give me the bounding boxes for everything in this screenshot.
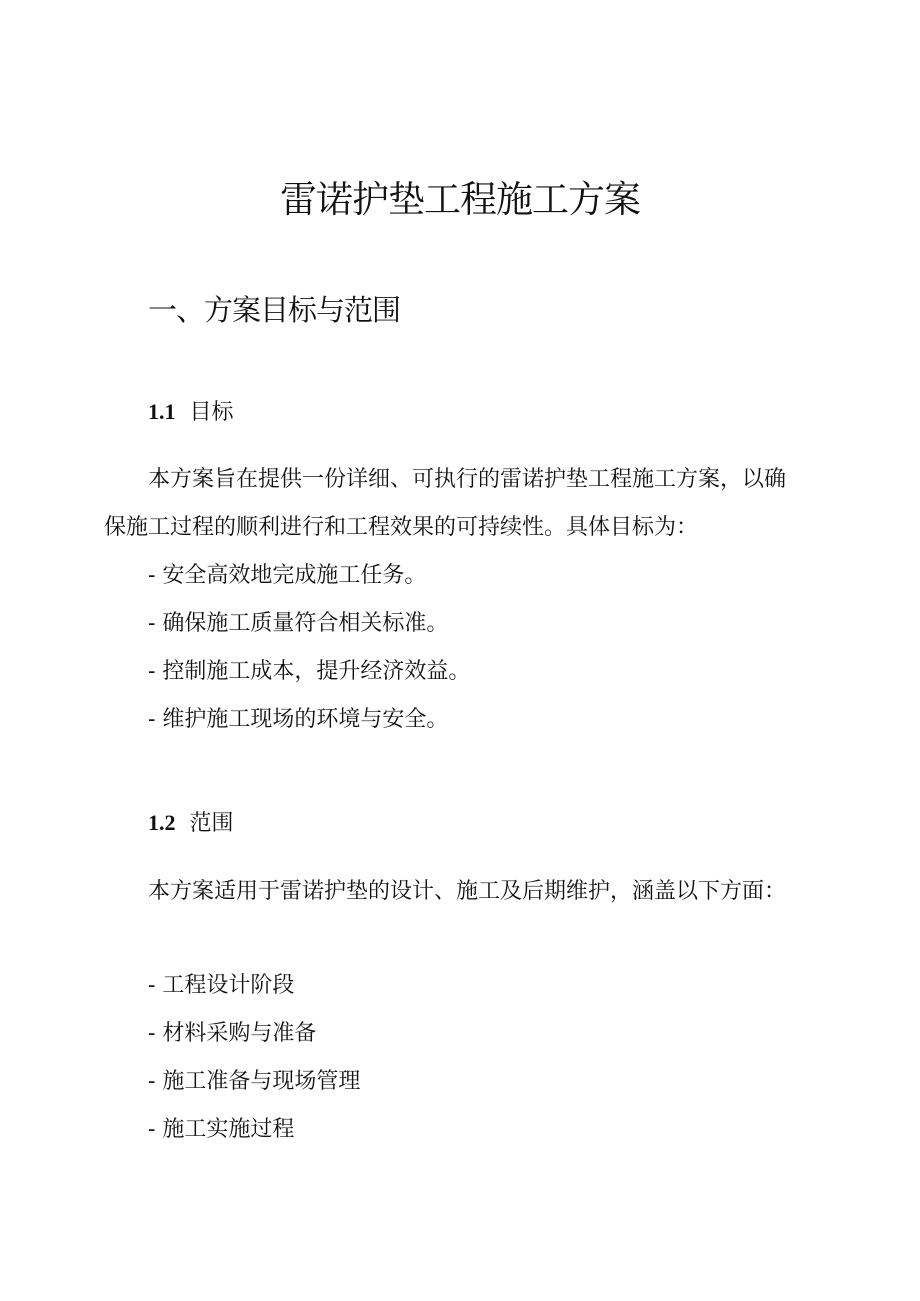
subsection-number: 1.1 xyxy=(148,399,176,424)
list-item: - 材料采购与准备 xyxy=(148,1021,317,1046)
list-item: - 施工实施过程 xyxy=(148,1117,295,1142)
scope-paragraph: 本方案适用于雷诺护垫的设计、施工及后期维护，涵盖以下方面： xyxy=(148,879,787,904)
subsection-heading-1-1 xyxy=(148,395,234,430)
list-item: - 确保施工质量符合相关标准。 xyxy=(148,611,449,636)
list-item: - 维护施工现场的环境与安全。 xyxy=(148,707,449,732)
goal-list xyxy=(148,552,470,744)
subsection-number: 1.2 xyxy=(148,810,176,835)
list-item: - 工程设计阶段 xyxy=(148,973,295,998)
document-title: 雷诺护垫工程施工方案 xyxy=(280,178,640,221)
list-item: - 施工准备与现场管理 xyxy=(148,1069,361,1094)
subsection-heading-1-2 xyxy=(148,806,234,841)
goal-paragraph: 本方案旨在提供一份详细、可执行的雷诺护垫工程施工方案，以确保施工过程的顺利进行和工程效果的可持续性。具体目标为： xyxy=(104,467,787,540)
subsection-title: 范围 xyxy=(189,811,234,836)
list-item: - 控制施工成本，提升经济效益。 xyxy=(148,659,471,684)
scope-list xyxy=(148,962,360,1154)
list-item: - 安全高效地完成施工任务。 xyxy=(148,563,427,588)
section-heading-1: 一、方案目标与范围 xyxy=(148,293,401,327)
subsection-title: 目标 xyxy=(189,400,234,425)
